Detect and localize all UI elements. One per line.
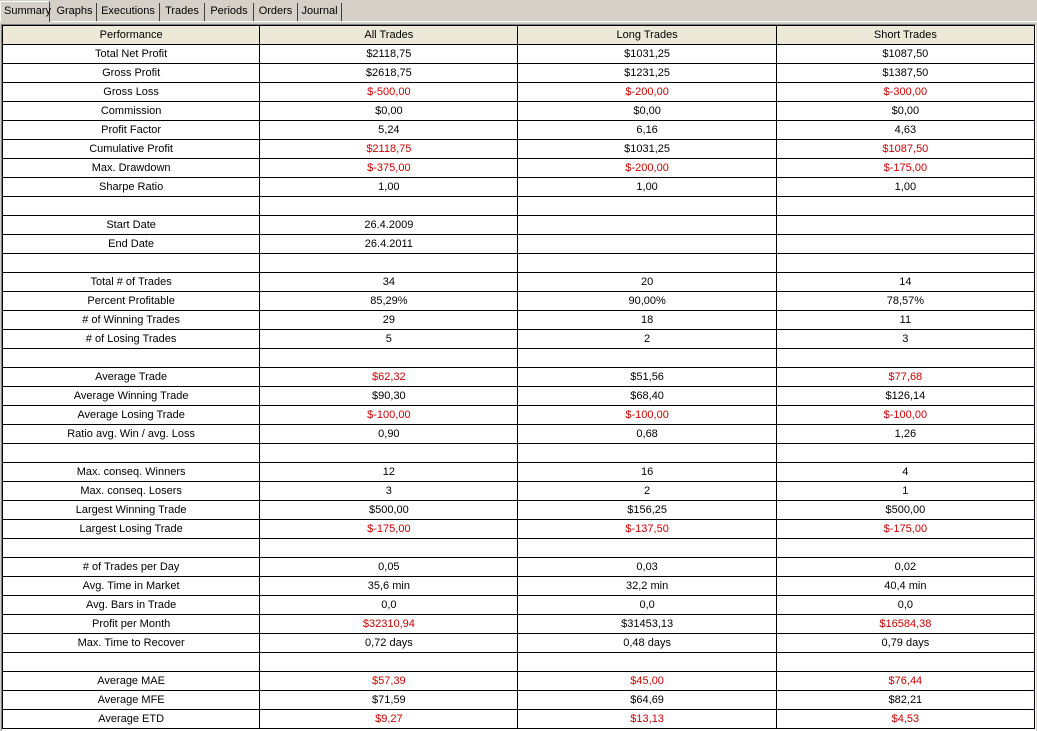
long-trades-cell — [518, 444, 776, 463]
table-row[interactable] — [3, 501, 1035, 520]
table-row[interactable] — [3, 691, 1035, 710]
row-label: Average ETD — [3, 710, 260, 729]
all-trades-cell: 0,0 — [260, 596, 518, 615]
all-trades-cell: 5 — [260, 330, 518, 349]
header-row — [3, 26, 1035, 45]
row-label: End Date — [3, 235, 260, 254]
all-trades-cell: 0,72 days — [260, 634, 518, 653]
all-trades-cell — [260, 349, 518, 368]
table-row[interactable] — [3, 577, 1035, 596]
row-label — [3, 444, 260, 463]
column-header-all-trades[interactable]: All Trades — [260, 26, 518, 45]
all-trades-cell: $32310,94 — [260, 615, 518, 634]
table-row[interactable] — [3, 710, 1035, 729]
table-row[interactable] — [3, 520, 1035, 539]
table-row[interactable] — [3, 273, 1035, 292]
long-trades-cell — [518, 539, 776, 558]
tab-journal[interactable]: Journal — [298, 3, 342, 21]
short-trades-cell: $4,53 — [776, 710, 1034, 729]
short-trades-cell: $77,68 — [776, 368, 1034, 387]
short-trades-cell: 78,57% — [776, 292, 1034, 311]
short-trades-cell: 0,79 days — [776, 634, 1034, 653]
all-trades-cell: 85,29% — [260, 292, 518, 311]
short-trades-cell: $-300,00 — [776, 83, 1034, 102]
long-trades-cell — [518, 235, 776, 254]
all-trades-cell: 1,00 — [260, 178, 518, 197]
row-label: # of Winning Trades — [3, 311, 260, 330]
table-row[interactable] — [3, 463, 1035, 482]
short-trades-cell: 4 — [776, 463, 1034, 482]
table-row[interactable] — [3, 653, 1035, 672]
row-label: Total Net Profit — [3, 45, 260, 64]
table-row[interactable] — [3, 615, 1035, 634]
tab-periods[interactable]: Periods — [205, 3, 254, 21]
short-trades-cell — [776, 216, 1034, 235]
table-row[interactable] — [3, 634, 1035, 653]
row-label — [3, 653, 260, 672]
row-label: Gross Loss — [3, 83, 260, 102]
all-trades-cell: 0,05 — [260, 558, 518, 577]
table-row[interactable] — [3, 368, 1035, 387]
all-trades-cell: 5,24 — [260, 121, 518, 140]
all-trades-cell: 29 — [260, 311, 518, 330]
all-trades-cell: 35,6 min — [260, 577, 518, 596]
long-trades-cell: 2 — [518, 482, 776, 501]
long-trades-cell — [518, 349, 776, 368]
short-trades-cell: 11 — [776, 311, 1034, 330]
all-trades-cell: 34 — [260, 273, 518, 292]
all-trades-cell — [260, 197, 518, 216]
short-trades-cell: 14 — [776, 273, 1034, 292]
table-row[interactable] — [3, 330, 1035, 349]
row-label: Gross Profit — [3, 64, 260, 83]
row-label: # of Trades per Day — [3, 558, 260, 577]
table-row[interactable] — [3, 64, 1035, 83]
all-trades-cell: $71,59 — [260, 691, 518, 710]
all-trades-cell: 12 — [260, 463, 518, 482]
short-trades-cell: $-175,00 — [776, 159, 1034, 178]
table-row[interactable] — [3, 216, 1035, 235]
short-trades-cell: 4,63 — [776, 121, 1034, 140]
short-trades-cell — [776, 349, 1034, 368]
short-trades-cell: 40,4 min — [776, 577, 1034, 596]
table-row[interactable] — [3, 387, 1035, 406]
row-label: Max. conseq. Winners — [3, 463, 260, 482]
long-trades-cell: $45,00 — [518, 672, 776, 691]
short-trades-cell — [776, 254, 1034, 273]
all-trades-cell: $57,39 — [260, 672, 518, 691]
column-header-short-trades[interactable]: Short Trades — [776, 26, 1034, 45]
short-trades-cell — [776, 539, 1034, 558]
all-trades-cell: $0,00 — [260, 102, 518, 121]
performance-table — [2, 25, 1035, 729]
all-trades-cell: $-100,00 — [260, 406, 518, 425]
long-trades-cell: $1031,25 — [518, 45, 776, 64]
table-row[interactable] — [3, 444, 1035, 463]
long-trades-cell: $64,69 — [518, 691, 776, 710]
tab-trades[interactable]: Trades — [160, 3, 205, 21]
all-trades-cell: $90,30 — [260, 387, 518, 406]
table-row[interactable] — [3, 235, 1035, 254]
table-body — [3, 45, 1035, 729]
short-trades-cell: 3 — [776, 330, 1034, 349]
long-trades-cell: $68,40 — [518, 387, 776, 406]
table-row[interactable] — [3, 121, 1035, 140]
short-trades-cell: $1087,50 — [776, 140, 1034, 159]
long-trades-cell — [518, 254, 776, 273]
all-trades-cell — [260, 653, 518, 672]
long-trades-cell: $1231,25 — [518, 64, 776, 83]
all-trades-cell: 3 — [260, 482, 518, 501]
long-trades-cell: 20 — [518, 273, 776, 292]
tab-graphs[interactable]: Graphs — [53, 3, 97, 21]
row-label: Percent Profitable — [3, 292, 260, 311]
long-trades-cell: 90,00% — [518, 292, 776, 311]
table-row[interactable] — [3, 45, 1035, 64]
row-label: Average Losing Trade — [3, 406, 260, 425]
table-row[interactable] — [3, 178, 1035, 197]
row-label: Largest Losing Trade — [3, 520, 260, 539]
table-row[interactable] — [3, 558, 1035, 577]
all-trades-cell: 26.4.2009 — [260, 216, 518, 235]
row-label — [3, 349, 260, 368]
table-row[interactable] — [3, 159, 1035, 178]
all-trades-cell: $2118,75 — [260, 45, 518, 64]
row-label — [3, 539, 260, 558]
tab-executions[interactable]: Executions — [97, 3, 160, 21]
row-label: # of Losing Trades — [3, 330, 260, 349]
short-trades-cell: $-100,00 — [776, 406, 1034, 425]
row-label: Sharpe Ratio — [3, 178, 260, 197]
long-trades-cell: 0,68 — [518, 425, 776, 444]
long-trades-cell: 2 — [518, 330, 776, 349]
all-trades-cell: 0,90 — [260, 425, 518, 444]
table-row[interactable] — [3, 102, 1035, 121]
long-trades-cell: $51,56 — [518, 368, 776, 387]
short-trades-cell: 0,02 — [776, 558, 1034, 577]
all-trades-cell: $-175,00 — [260, 520, 518, 539]
long-trades-cell: 1,00 — [518, 178, 776, 197]
row-label — [3, 197, 260, 216]
short-trades-cell: 0,0 — [776, 596, 1034, 615]
short-trades-cell — [776, 653, 1034, 672]
long-trades-cell: $-100,00 — [518, 406, 776, 425]
all-trades-cell — [260, 254, 518, 273]
row-label: Ratio avg. Win / avg. Loss — [3, 425, 260, 444]
long-trades-cell: 6,16 — [518, 121, 776, 140]
short-trades-cell: 1,00 — [776, 178, 1034, 197]
short-trades-cell: $1087,50 — [776, 45, 1034, 64]
long-trades-cell: $156,25 — [518, 501, 776, 520]
all-trades-cell: $9,27 — [260, 710, 518, 729]
table-row[interactable] — [3, 254, 1035, 273]
short-trades-cell: $-175,00 — [776, 520, 1034, 539]
long-trades-cell: $13,13 — [518, 710, 776, 729]
short-trades-cell: $1387,50 — [776, 64, 1034, 83]
all-trades-cell: $2618,75 — [260, 64, 518, 83]
table-row[interactable] — [3, 596, 1035, 615]
row-label: Max. Drawdown — [3, 159, 260, 178]
performance-grid[interactable] — [1, 24, 1036, 731]
tab-bar — [0, 0, 1037, 22]
column-header-performance[interactable]: Performance — [3, 26, 260, 45]
all-trades-cell: $-375,00 — [260, 159, 518, 178]
short-trades-cell: $16584,38 — [776, 615, 1034, 634]
table-row[interactable] — [3, 197, 1035, 216]
short-trades-cell: $76,44 — [776, 672, 1034, 691]
table-row[interactable] — [3, 425, 1035, 444]
tab-orders[interactable]: Orders — [254, 3, 298, 21]
table-row[interactable] — [3, 482, 1035, 501]
short-trades-cell — [776, 197, 1034, 216]
long-trades-cell — [518, 653, 776, 672]
long-trades-cell: 0,03 — [518, 558, 776, 577]
short-trades-cell — [776, 444, 1034, 463]
all-trades-cell: $500,00 — [260, 501, 518, 520]
row-label: Average Trade — [3, 368, 260, 387]
row-label: Start Date — [3, 216, 260, 235]
table-row[interactable] — [3, 349, 1035, 368]
long-trades-cell: $-200,00 — [518, 83, 776, 102]
row-label: Average MFE — [3, 691, 260, 710]
tab-summary[interactable]: Summary — [0, 1, 50, 22]
all-trades-cell: 26.4.2011 — [260, 235, 518, 254]
short-trades-cell: $82,21 — [776, 691, 1034, 710]
short-trades-cell — [776, 235, 1034, 254]
long-trades-cell: 0,0 — [518, 596, 776, 615]
row-label: Largest Winning Trade — [3, 501, 260, 520]
column-header-long-trades[interactable]: Long Trades — [518, 26, 776, 45]
all-trades-cell — [260, 539, 518, 558]
row-label: Average MAE — [3, 672, 260, 691]
long-trades-cell: 32,2 min — [518, 577, 776, 596]
long-trades-cell: $-200,00 — [518, 159, 776, 178]
row-label: Max. Time to Recover — [3, 634, 260, 653]
all-trades-cell — [260, 444, 518, 463]
long-trades-cell: $31453,13 — [518, 615, 776, 634]
tab-bar-divider — [0, 21, 1037, 22]
row-label: Average Winning Trade — [3, 387, 260, 406]
row-label: Max. conseq. Losers — [3, 482, 260, 501]
long-trades-cell: $-137,50 — [518, 520, 776, 539]
short-trades-cell: 1 — [776, 482, 1034, 501]
short-trades-cell: $126,14 — [776, 387, 1034, 406]
long-trades-cell: $0,00 — [518, 102, 776, 121]
table-row[interactable] — [3, 83, 1035, 102]
long-trades-cell: $1031,25 — [518, 140, 776, 159]
table-row[interactable] — [3, 140, 1035, 159]
long-trades-cell: 16 — [518, 463, 776, 482]
long-trades-cell — [518, 197, 776, 216]
row-label: Profit Factor — [3, 121, 260, 140]
table-row[interactable] — [3, 292, 1035, 311]
row-label: Total # of Trades — [3, 273, 260, 292]
short-trades-cell: $0,00 — [776, 102, 1034, 121]
all-trades-cell: $62,32 — [260, 368, 518, 387]
row-label: Profit per Month — [3, 615, 260, 634]
row-label: Avg. Time in Market — [3, 577, 260, 596]
table-row[interactable] — [3, 406, 1035, 425]
all-trades-cell: $2118,75 — [260, 140, 518, 159]
row-label — [3, 254, 260, 273]
table-row[interactable] — [3, 539, 1035, 558]
long-trades-cell — [518, 216, 776, 235]
table-row[interactable] — [3, 311, 1035, 330]
long-trades-cell: 18 — [518, 311, 776, 330]
all-trades-cell: $-500,00 — [260, 83, 518, 102]
row-label: Commission — [3, 102, 260, 121]
short-trades-cell: 1,26 — [776, 425, 1034, 444]
long-trades-cell: 0,48 days — [518, 634, 776, 653]
row-label: Cumulative Profit — [3, 140, 260, 159]
table-row[interactable] — [3, 672, 1035, 691]
row-label: Avg. Bars in Trade — [3, 596, 260, 615]
short-trades-cell: $500,00 — [776, 501, 1034, 520]
